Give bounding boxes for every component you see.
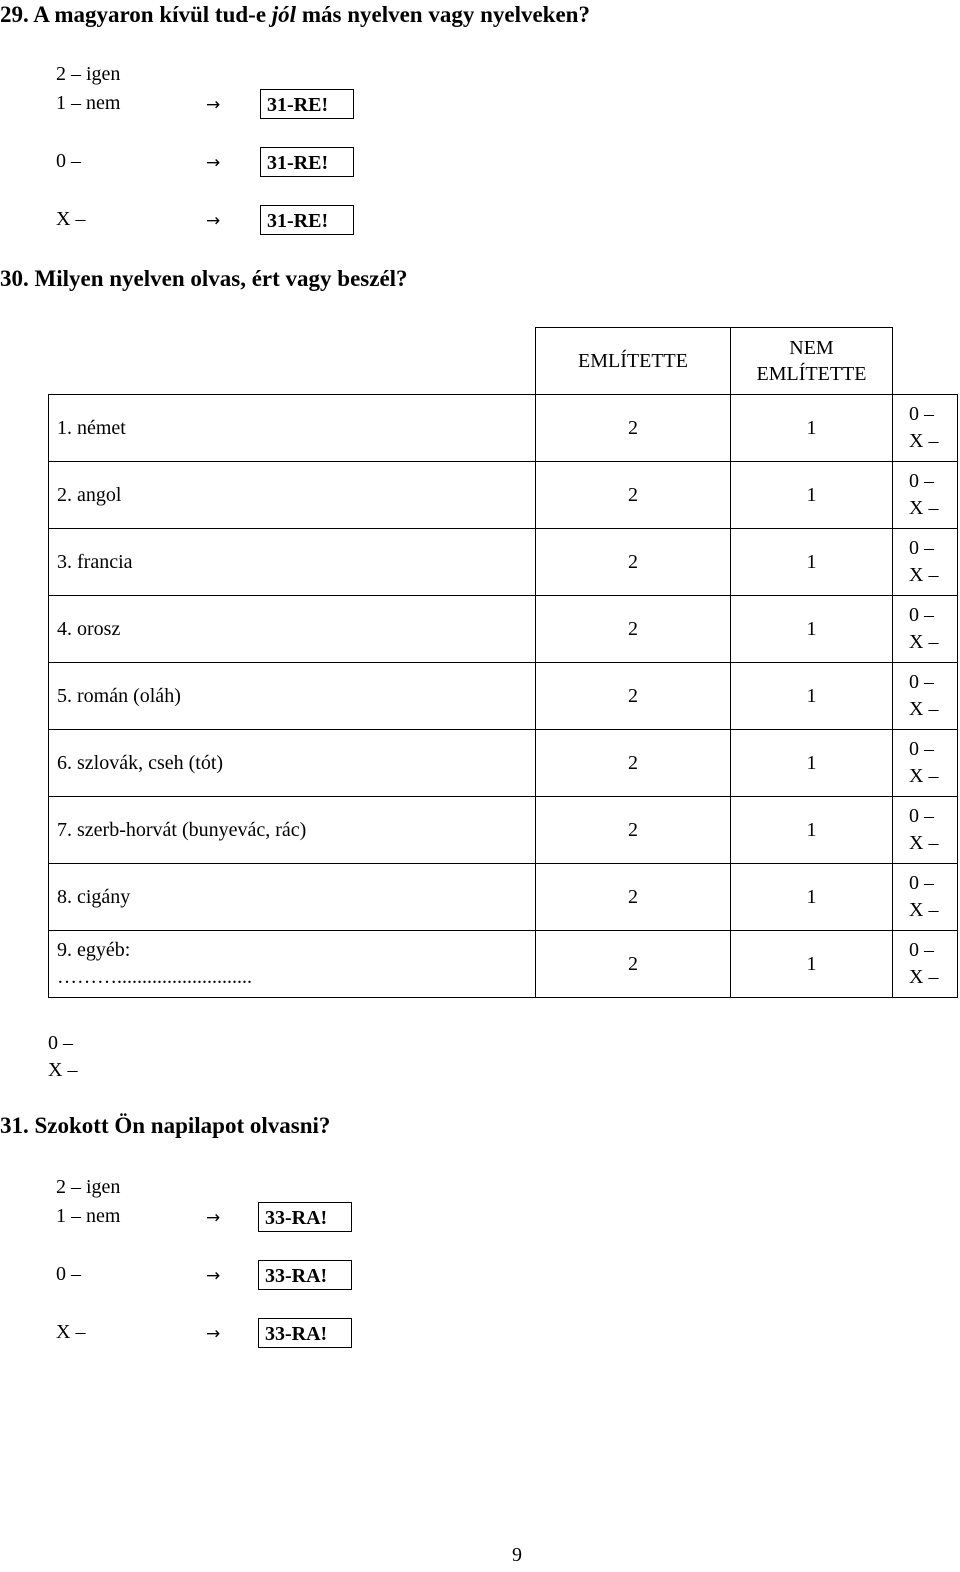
table-row <box>49 596 958 663</box>
arrow-icon: → <box>206 95 221 115</box>
code-zero-x: 0 – X – <box>893 596 958 663</box>
language-label: 5. román (oláh) <box>49 663 536 730</box>
arrow-icon: → <box>206 211 221 231</box>
arrow-icon: → <box>206 1324 221 1344</box>
empty-cell <box>893 328 958 395</box>
q31-option-zero: 0 – <box>56 1263 81 1285</box>
page-number: 9 <box>512 1544 522 1566</box>
skip-instruction-box: 31-RE! <box>260 147 354 177</box>
language-label: 8. cigány <box>49 864 536 931</box>
code-mentioned: 2 <box>536 596 731 663</box>
table-row <box>49 730 958 797</box>
q29-option-zero: 0 – <box>56 150 81 172</box>
language-table <box>48 327 958 998</box>
table-row <box>49 797 958 864</box>
language-label: 7. szerb-horvát (bunyevác, rác) <box>49 797 536 864</box>
code-mentioned: 2 <box>536 529 731 596</box>
code-not-mentioned: 1 <box>731 663 893 730</box>
q29-title: 29. A magyaron kívül tud-e jól más nyelven vagy nyelveken? <box>0 2 590 27</box>
code-mentioned: 2 <box>536 864 731 931</box>
code-mentioned: 2 <box>536 663 731 730</box>
language-label: 1. német <box>49 395 536 462</box>
q29-option-yes: 2 – igen <box>56 63 121 85</box>
arrow-icon: → <box>206 1266 221 1286</box>
q31-option-no: 1 – nem <box>56 1205 121 1227</box>
table-row <box>49 864 958 931</box>
q31-option-yes: 2 – igen <box>56 1176 121 1198</box>
code-zero-x: 0 – X – <box>893 462 958 529</box>
code-mentioned: 2 <box>536 931 731 998</box>
code-mentioned: 2 <box>536 395 731 462</box>
q30-title: 30. Milyen nyelven olvas, ért vagy beszél? <box>0 266 408 291</box>
skip-instruction-box: 33-RA! <box>258 1202 352 1232</box>
code-zero-x: 0 – X – <box>893 529 958 596</box>
code-not-mentioned: 1 <box>731 931 893 998</box>
table-row <box>49 663 958 730</box>
language-label: 3. francia <box>49 529 536 596</box>
header-mentioned: EMLÍTETTE <box>536 328 731 395</box>
skip-instruction-box: 31-RE! <box>260 205 354 235</box>
table-row <box>49 395 958 462</box>
code-zero-x: 0 – X – <box>893 663 958 730</box>
skip-instruction-box: 33-RA! <box>258 1260 352 1290</box>
code-not-mentioned: 1 <box>731 797 893 864</box>
code-mentioned: 2 <box>536 462 731 529</box>
table-row <box>49 529 958 596</box>
code-not-mentioned: 1 <box>731 462 893 529</box>
language-label-other: 9. egyéb: ………........................... <box>49 931 536 998</box>
q30-zero-x-codes: 0 – X – <box>48 1032 78 1081</box>
q29-option-x: X – <box>56 208 86 230</box>
code-not-mentioned: 1 <box>731 864 893 931</box>
table-row <box>49 462 958 529</box>
arrow-icon: → <box>206 153 221 173</box>
code-zero-x: 0 – X – <box>893 931 958 998</box>
language-label: 4. orosz <box>49 596 536 663</box>
arrow-icon: → <box>206 1208 221 1228</box>
empty-cell <box>49 328 536 395</box>
code-mentioned: 2 <box>536 797 731 864</box>
code-mentioned: 2 <box>536 730 731 797</box>
code-zero-x: 0 – X – <box>893 730 958 797</box>
code-not-mentioned: 1 <box>731 395 893 462</box>
q29-option-no: 1 – nem <box>56 92 121 114</box>
language-label: 6. szlovák, cseh (tót) <box>49 730 536 797</box>
fill-in-blank: ………........................... <box>57 966 252 988</box>
skip-instruction-box: 31-RE! <box>260 89 354 119</box>
code-zero-x: 0 – X – <box>893 395 958 462</box>
code-not-mentioned: 1 <box>731 730 893 797</box>
q31-title: 31. Szokott Ön napilapot olvasni? <box>0 1113 331 1138</box>
code-not-mentioned: 1 <box>731 529 893 596</box>
table-header-row <box>49 328 958 395</box>
skip-instruction-box: 33-RA! <box>258 1318 352 1348</box>
language-label: 2. angol <box>49 462 536 529</box>
code-zero-x: 0 – X – <box>893 864 958 931</box>
q31-option-x: X – <box>56 1321 86 1343</box>
code-zero-x: 0 – X – <box>893 797 958 864</box>
table-row <box>49 931 958 998</box>
code-not-mentioned: 1 <box>731 596 893 663</box>
header-not-mentioned: NEM EMLÍTETTE <box>731 328 893 395</box>
